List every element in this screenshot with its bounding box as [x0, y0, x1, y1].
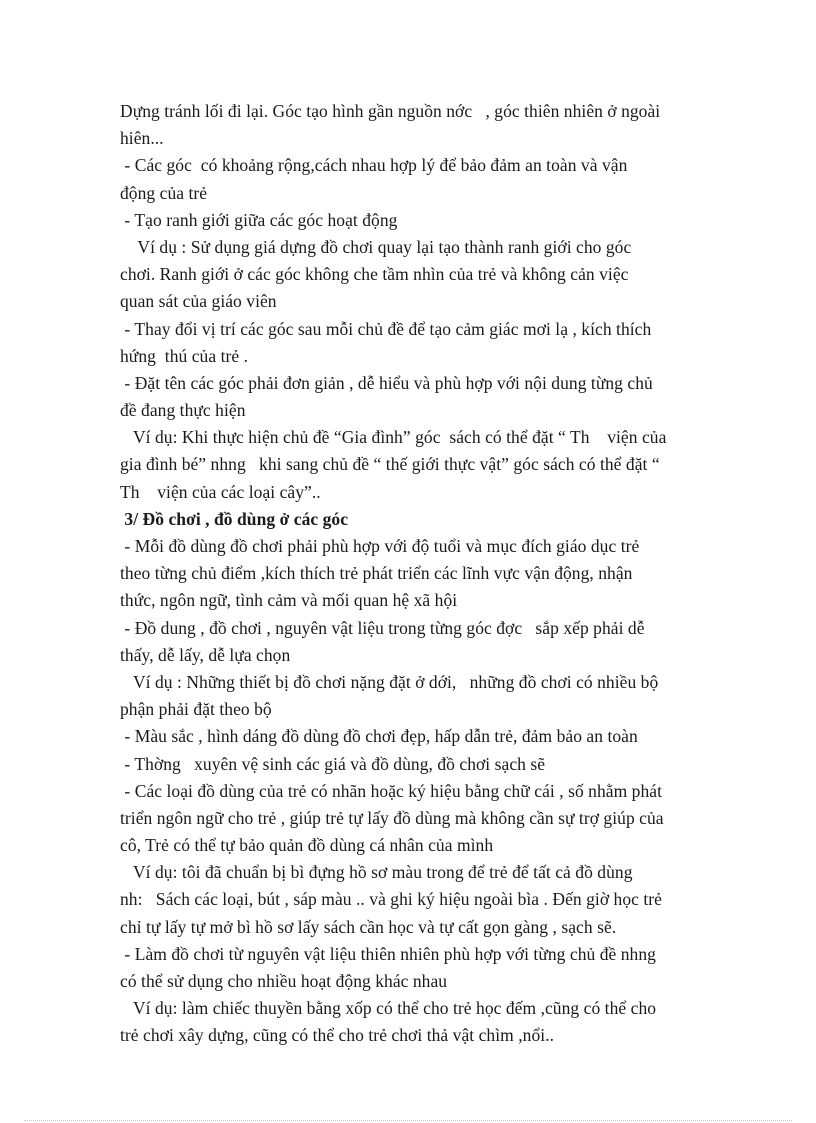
body-line: động của trẻ [120, 182, 208, 203]
body-line: chỉ tự lấy tự mở bì hồ sơ lấy sách cần học và tự cất gọn gàng , sạch sẽ. [120, 916, 617, 937]
body-line: triển ngôn ngữ cho trẻ , giúp trẻ tự lấy đồ dùng mà không cần sự trợ giúp của [120, 807, 664, 828]
body-line: Ví dụ: tôi đã chuẩn bị bì đựng hồ sơ màu trong để trẻ để tất cả đồ dùng [120, 862, 633, 883]
body-line: đề đang thực hiện [120, 400, 246, 421]
body-line: - Mỗi đồ dùng đồ chơi phải phù hợp với độ tuổi và mục đích giáo dục trẻ [120, 536, 640, 556]
body-line: quan sát của giáo viên [120, 291, 277, 312]
body-line: gia đình bé” nhng khi sang chủ đề “ thế giới thực vật” góc sách có thể đặt “ [120, 454, 660, 475]
body-line: Ví dụ: Khi thực hiện chủ đề “Gia đình” góc sách có thể đặt “ Th viện của [120, 427, 667, 448]
body-line: - Đồ dung , đồ chơi , nguyên vật liệu trong từng góc đợc sắp xếp phải dễ [120, 617, 645, 638]
body-line: thức, ngôn ngữ, tình cảm và mối quan hệ xã hội [120, 590, 458, 611]
body-line: chơi. Ranh giới ở các góc không che tầm nhìn của trẻ và không cản việc [120, 264, 629, 285]
section-heading: 3/ Đồ chơi , đồ dùng ở các góc [120, 508, 349, 529]
page-bottom-divider [24, 1120, 792, 1121]
body-line: Ví dụ: làm chiếc thuyền bằng xốp có thể cho trẻ học đếm ,cũng có thể cho [120, 998, 657, 1019]
body-line: theo từng chủ điểm ,kích thích trẻ phát triển các lĩnh vực vận động, nhận [120, 563, 633, 584]
body-line: - Đặt tên các góc phải đơn giản , dễ hiểu và phù hợp với nội dung từng chủ [120, 372, 653, 393]
body-line: Th viện của các loại cây”.. [120, 481, 321, 502]
body-line: hứng thú của trẻ . [120, 345, 249, 366]
body-line: trẻ chơi xây dựng, cũng có thể cho trẻ chơi thả vật chìm ,nổi.. [120, 1025, 555, 1046]
body-line: - Tạo ranh giới giữa các góc hoạt động [120, 209, 398, 230]
body-line: - Màu sắc , hình dáng đồ dùng đồ chơi đẹp, hấp dẫn trẻ, đảm bảo an toàn [120, 726, 638, 747]
body-line: Dựng tránh lối đi lại. Góc tạo hình gần nguồn nớc , góc thiên nhiên ở ngoài [120, 101, 661, 121]
body-line: Ví dụ : Sử dụng giá dựng đồ chơi quay lại tạo thành ranh giới cho góc [120, 236, 632, 257]
body-line: hiên... [120, 128, 164, 149]
body-line: - Thờng xuyên vệ sinh các giá và đồ dùng, đồ chơi sạch sẽ [120, 753, 546, 774]
body-line: - Các góc có khoảng rộng,cách nhau hợp lý để bảo đảm an toàn và vận [120, 155, 628, 176]
body-line: nh: Sách các loại, bút , sáp màu .. và ghi ký hiệu ngoài bìa . Đến giờ học trẻ [120, 889, 663, 910]
body-line: Ví dụ : Những thiết bị đồ chơi nặng đặt ở dới, những đồ chơi có nhiều bộ [120, 671, 659, 692]
body-line: thấy, dễ lấy, dễ lựa chọn [120, 644, 291, 665]
body-line: - Làm đồ chơi từ nguyên vật liệu thiên nhiên phù hợp với từng chủ đề nhng [120, 943, 656, 964]
body-line: - Các loại đồ dùng của trẻ có nhãn hoặc ký hiệu bằng chữ cái , số nhằm phát [120, 780, 663, 801]
body-line: có thể sử dụng cho nhiều hoạt động khác nhau [120, 971, 448, 991]
body-line: phận phải đặt theo bộ [120, 699, 272, 720]
body-line: - Thay đổi vị trí các góc sau mỗi chủ đề để tạo cảm giác mơi lạ , kích thích [120, 318, 652, 339]
document-body [120, 98, 710, 1050]
body-line: cô, Trẻ có thể tự bảo quản đồ dùng cá nhân của mình [120, 835, 494, 856]
